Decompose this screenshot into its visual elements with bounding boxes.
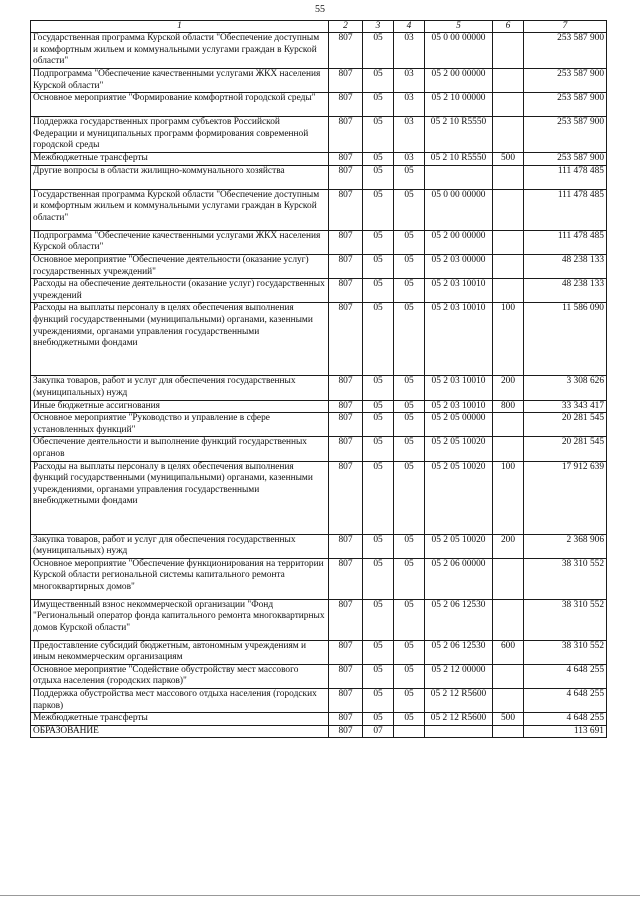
table-row (31, 279, 607, 303)
cell-code: 807 (329, 69, 363, 93)
table-row (31, 69, 607, 93)
cell-article: 05 2 05 00000 (425, 413, 493, 437)
cell-type: 500 (493, 153, 524, 166)
cell-subsection: 05 (394, 165, 425, 189)
budget-table (30, 20, 607, 738)
cell-type (493, 689, 524, 713)
cell-section: 05 (363, 599, 394, 640)
cell-article: 05 2 03 10010 (425, 279, 493, 303)
cell-type (493, 69, 524, 93)
table-row (31, 689, 607, 713)
cell-subsection: 05 (394, 689, 425, 713)
cell-article: 05 2 05 10020 (425, 461, 493, 534)
table-row (31, 153, 607, 166)
cell-sum: 33 343 417 (524, 400, 607, 413)
cell-subsection: 05 (394, 303, 425, 376)
cell-type: 200 (493, 376, 524, 400)
header-cell-subsection: 4 (394, 21, 425, 33)
table-row (31, 534, 607, 558)
cell-subsection: 03 (394, 93, 425, 117)
cell-type (493, 93, 524, 117)
cell-subsection: 05 (394, 437, 425, 461)
cell-sum: 38 310 552 (524, 558, 607, 599)
cell-article: 05 2 06 00000 (425, 558, 493, 599)
cell-name: Подпрограмма "Обеспечение качественными услугами ЖКХ населения Курской области" (31, 230, 329, 254)
cell-subsection: 05 (394, 534, 425, 558)
cell-article: 05 2 03 00000 (425, 254, 493, 278)
cell-name: Закупка товаров, работ и услуг для обеспечения государственных (муниципальных) нужд (31, 376, 329, 400)
table-row (31, 461, 607, 534)
cell-code: 807 (329, 189, 363, 230)
cell-sum: 4 648 255 (524, 689, 607, 713)
cell-subsection: 05 (394, 376, 425, 400)
cell-subsection: 03 (394, 153, 425, 166)
cell-sum: 111 478 485 (524, 230, 607, 254)
cell-article: 05 2 12 R5600 (425, 713, 493, 726)
cell-subsection: 05 (394, 461, 425, 534)
cell-name: Основное мероприятие "Обеспечение деятельности (оказание услуг) государственных учреждений" (31, 254, 329, 278)
cell-subsection: 05 (394, 400, 425, 413)
cell-sum: 253 587 900 (524, 69, 607, 93)
cell-code: 807 (329, 437, 363, 461)
cell-section: 05 (363, 376, 394, 400)
cell-sum: 20 281 545 (524, 413, 607, 437)
cell-type (493, 230, 524, 254)
cell-type: 800 (493, 400, 524, 413)
cell-article: 05 2 05 10020 (425, 534, 493, 558)
cell-name: Другие вопросы в области жилищно-коммунального хозяйства (31, 165, 329, 189)
cell-sum: 48 238 133 (524, 254, 607, 278)
cell-name: Закупка товаров, работ и услуг для обеспечения государственных (муниципальных) нужд (31, 534, 329, 558)
cell-subsection: 05 (394, 189, 425, 230)
cell-subsection: 05 (394, 558, 425, 599)
cell-name: Расходы на обеспечение деятельности (оказание услуг) государственных учреждений (31, 279, 329, 303)
cell-subsection: 05 (394, 230, 425, 254)
cell-code: 807 (329, 664, 363, 688)
cell-name: Имущественный взнос некоммерческой организации "Фонд "Региональный оператор фонда капитального ремонта многоквартирных домов Курской области" (31, 599, 329, 640)
cell-type: 100 (493, 461, 524, 534)
table-row (31, 725, 607, 738)
header-cell-section: 3 (363, 21, 394, 33)
cell-article: 05 2 10 R5550 (425, 117, 493, 153)
cell-sum: 4 648 255 (524, 664, 607, 688)
cell-sum: 253 587 900 (524, 153, 607, 166)
cell-section: 05 (363, 437, 394, 461)
cell-name: Расходы на выплаты персоналу в целях обеспечения выполнения функций государственными (муниципальными) органами, казенными учреждениями, органами управления государственными внебюджетными фондами (31, 303, 329, 376)
cell-article: 05 2 03 10010 (425, 400, 493, 413)
table-row (31, 640, 607, 664)
cell-code: 807 (329, 413, 363, 437)
cell-sum: 2 368 906 (524, 534, 607, 558)
cell-code: 807 (329, 303, 363, 376)
cell-article: 05 2 06 12530 (425, 599, 493, 640)
page-number: 55 (315, 4, 325, 15)
table-row (31, 117, 607, 153)
cell-code: 807 (329, 400, 363, 413)
cell-type (493, 279, 524, 303)
cell-name: Межбюджетные трансферты (31, 713, 329, 726)
cell-subsection: 05 (394, 279, 425, 303)
cell-subsection: 03 (394, 33, 425, 69)
cell-sum: 111 478 485 (524, 165, 607, 189)
cell-subsection: 03 (394, 117, 425, 153)
cell-type (493, 437, 524, 461)
cell-section: 05 (363, 189, 394, 230)
cell-code: 807 (329, 254, 363, 278)
table-row (31, 558, 607, 599)
cell-article: 05 2 00 00000 (425, 230, 493, 254)
cell-section: 05 (363, 461, 394, 534)
cell-code: 807 (329, 534, 363, 558)
cell-name: Обеспечение деятельности и выполнение функций государственных органов (31, 437, 329, 461)
cell-subsection: 05 (394, 640, 425, 664)
cell-article: 05 2 03 10010 (425, 376, 493, 400)
cell-subsection (394, 725, 425, 738)
cell-code: 807 (329, 165, 363, 189)
cell-type: 600 (493, 640, 524, 664)
cell-sum: 253 587 900 (524, 117, 607, 153)
table-row (31, 413, 607, 437)
header-cell-type: 6 (493, 21, 524, 33)
cell-article: 05 2 00 00000 (425, 69, 493, 93)
cell-code: 807 (329, 713, 363, 726)
cell-section: 05 (363, 400, 394, 413)
cell-article: 05 2 10 R5550 (425, 153, 493, 166)
cell-section: 05 (363, 303, 394, 376)
table-row (31, 254, 607, 278)
cell-name: Основное мероприятие "Формирование комфортной городской среды" (31, 93, 329, 117)
table-row (31, 599, 607, 640)
table-row (31, 189, 607, 230)
cell-sum: 3 308 626 (524, 376, 607, 400)
cell-type (493, 558, 524, 599)
cell-code: 807 (329, 153, 363, 166)
cell-code: 807 (329, 117, 363, 153)
cell-type (493, 165, 524, 189)
cell-article: 05 0 00 00000 (425, 33, 493, 69)
cell-type: 500 (493, 713, 524, 726)
cell-code: 807 (329, 461, 363, 534)
cell-name: Основное мероприятие "Содействие обустройству мест массового отдыха населения (городских парков)" (31, 664, 329, 688)
cell-name: Межбюджетные трансферты (31, 153, 329, 166)
cell-section: 05 (363, 117, 394, 153)
cell-code: 807 (329, 230, 363, 254)
cell-name: Государственная программа Курской области "Обеспечение доступным и комфортным жильем и коммунальными услугами граждан в Курской области" (31, 33, 329, 69)
table-row (31, 376, 607, 400)
cell-name: Основное мероприятие "Обеспечение функционирования на территории Курской области региональной системы капитального ремонта многоквартирных домов" (31, 558, 329, 599)
cell-code: 807 (329, 376, 363, 400)
cell-name: Иные бюджетные ассигнования (31, 400, 329, 413)
cell-section: 05 (363, 534, 394, 558)
page-bottom-rule (0, 895, 640, 896)
cell-type (493, 599, 524, 640)
cell-subsection: 05 (394, 599, 425, 640)
table-row (31, 400, 607, 413)
cell-name: ОБРАЗОВАНИЕ (31, 725, 329, 738)
header-cell-article: 5 (425, 21, 493, 33)
cell-code: 807 (329, 599, 363, 640)
cell-article: 05 2 12 R5600 (425, 689, 493, 713)
cell-sum: 253 587 900 (524, 33, 607, 69)
cell-article (425, 725, 493, 738)
cell-sum: 20 281 545 (524, 437, 607, 461)
cell-type (493, 189, 524, 230)
cell-type (493, 254, 524, 278)
cell-article (425, 165, 493, 189)
cell-type (493, 664, 524, 688)
cell-sum: 17 912 639 (524, 461, 607, 534)
cell-type: 100 (493, 303, 524, 376)
cell-section: 05 (363, 689, 394, 713)
cell-name: Поддержка обустройства мест массового отдыха населения (городских парков) (31, 689, 329, 713)
cell-section: 05 (363, 69, 394, 93)
cell-section: 05 (363, 640, 394, 664)
cell-article: 05 2 03 10010 (425, 303, 493, 376)
cell-code: 807 (329, 689, 363, 713)
cell-code: 807 (329, 33, 363, 69)
cell-article: 05 2 12 00000 (425, 664, 493, 688)
cell-subsection: 05 (394, 254, 425, 278)
cell-section: 05 (363, 558, 394, 599)
cell-name: Расходы на выплаты персоналу в целях обеспечения выполнения функций государственными (муниципальными) органами, казенными учреждениями, органами управления государственными внебюджетными фондами (31, 461, 329, 534)
cell-name: Государственная программа Курской области "Обеспечение доступным и комфортным жильем и коммунальными услугами граждан в Курской области" (31, 189, 329, 230)
cell-section: 05 (363, 153, 394, 166)
cell-sum: 111 478 485 (524, 189, 607, 230)
cell-sum: 4 648 255 (524, 713, 607, 726)
cell-name: Подпрограмма "Обеспечение качественными услугами ЖКХ населения Курской области" (31, 69, 329, 93)
cell-article: 05 2 05 10020 (425, 437, 493, 461)
header-cell-name: 1 (31, 21, 329, 33)
cell-subsection: 05 (394, 413, 425, 437)
cell-section: 05 (363, 279, 394, 303)
cell-type (493, 725, 524, 738)
cell-type: 200 (493, 534, 524, 558)
table-row (31, 303, 607, 376)
cell-section: 07 (363, 725, 394, 738)
header-cell-code: 2 (329, 21, 363, 33)
cell-article: 05 2 06 12530 (425, 640, 493, 664)
cell-code: 807 (329, 93, 363, 117)
cell-article: 05 0 00 00000 (425, 189, 493, 230)
cell-section: 05 (363, 254, 394, 278)
cell-section: 05 (363, 413, 394, 437)
table-row (31, 664, 607, 688)
table-row (31, 230, 607, 254)
cell-sum: 38 310 552 (524, 599, 607, 640)
cell-section: 05 (363, 230, 394, 254)
table-row (31, 93, 607, 117)
cell-type (493, 117, 524, 153)
cell-section: 05 (363, 165, 394, 189)
cell-section: 05 (363, 33, 394, 69)
cell-code: 807 (329, 640, 363, 664)
cell-subsection: 05 (394, 664, 425, 688)
cell-name: Поддержка государственных программ субъектов Российской Федерации и муниципальных программ формирования современной городской среды (31, 117, 329, 153)
cell-section: 05 (363, 664, 394, 688)
cell-code: 807 (329, 725, 363, 738)
cell-subsection: 05 (394, 713, 425, 726)
cell-sum: 113 691 (524, 725, 607, 738)
cell-name: Предоставление субсидий бюджетным, автономным учреждениям и иным некоммерческим организациям (31, 640, 329, 664)
cell-section: 05 (363, 93, 394, 117)
cell-section: 05 (363, 713, 394, 726)
cell-code: 807 (329, 279, 363, 303)
cell-sum: 253 587 900 (524, 93, 607, 117)
cell-type (493, 413, 524, 437)
cell-sum: 38 310 552 (524, 640, 607, 664)
cell-sum: 48 238 133 (524, 279, 607, 303)
table-row (31, 33, 607, 69)
table-row (31, 713, 607, 726)
cell-name: Основное мероприятие "Руководство и управление в сфере установленных функций" (31, 413, 329, 437)
cell-type (493, 33, 524, 69)
cell-sum: 11 586 090 (524, 303, 607, 376)
table-row (31, 165, 607, 189)
table-row (31, 437, 607, 461)
header-cell-sum: 7 (524, 21, 607, 33)
header-row (31, 21, 607, 33)
cell-subsection: 03 (394, 69, 425, 93)
cell-article: 05 2 10 00000 (425, 93, 493, 117)
cell-code: 807 (329, 558, 363, 599)
